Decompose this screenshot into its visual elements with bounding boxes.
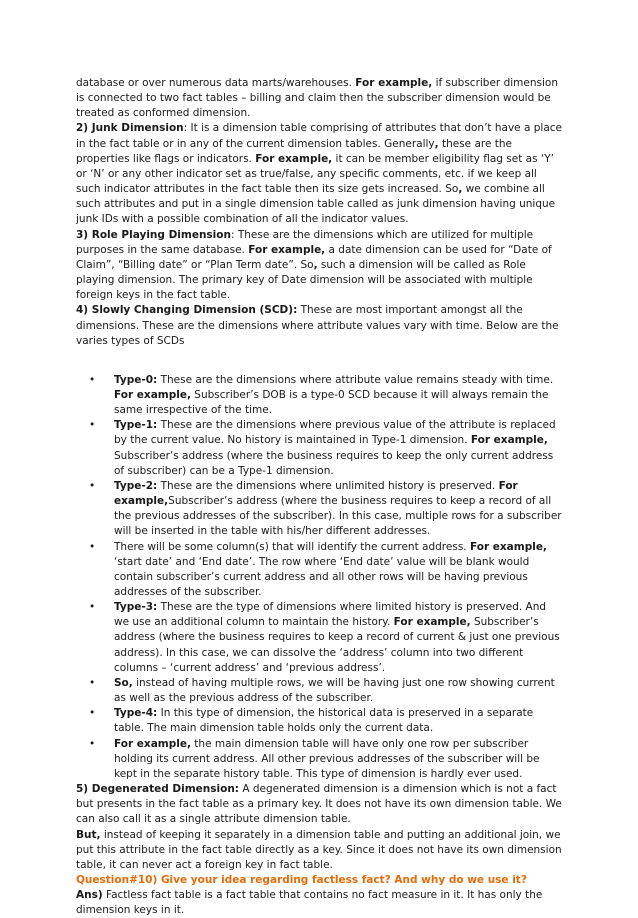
- list-item: • Type-2: These are the dimensions where unlimited history is preserved. For example,Subscriber’s address (where the business requires to keep a record of all the previous addresses of the subscriber). In this case, multiple rows for a subscriber will be inserted in the table with his/her different addresses.: [89, 479, 562, 538]
- document-page: [76, 76, 562, 918]
- conformed-dimension-paragraph: database or over numerous data marts/warehouses. For example, if subscriber dimension is connected to two fact tables – billing and claim then the subscriber dimension would be treated as conformed dimension.: [76, 77, 558, 120]
- list-item: • For example, the main dimension table will have only one row per subscriber holding its current address. All other previous addresses of the subscriber will be kept in the separate history table. This type of dimension is hardly ever used.: [89, 737, 540, 780]
- scd-paragraph: 4) Slowly Changing Dimension (SCD): These are most important amongst all the dimensions. These are the dimensions where attribute values vary with time. Below are the varies types of SCDs: [76, 304, 559, 347]
- list-item: • Type-1: These are the dimensions where previous value of the attribute is replaced by the current value. No history is maintained in Type-1 dimension. For example, Subscriber’s address (where the business requires to keep the only current address of subscriber) can be a Type-1 dimension.: [89, 419, 556, 477]
- scd-heading: 4) Slowly Changing Dimension (SCD):: [76, 304, 298, 317]
- bullet-icon: •: [89, 419, 96, 432]
- list-item: • There will be some column(s) that will identify the current address. For example, ‘start date’ and ‘End date’. The row where ‘End date’ value will be blank would contain subscriber’s current address and all other rows will be having previous addresses of the subscriber.: [89, 540, 547, 598]
- bullet-icon: •: [89, 373, 96, 386]
- junk-dimension-paragraph: 2) Junk Dimension: It is a dimension table comprising of attributes that don’t have a place in the fact table or in any of the current dimension tables. Generally, these are the properties like flags or indicators. For example, it can be member eligibility flag set as ‘Y’ or ‘N’ or any other indicator set as true/false, any specific comments, etc. if we keep all such indicator attributes in the fact table then its size gets increased. So, we combine all such attributes and put in a single dimension table called as junk dimension having unique junk IDs with a possible combination of all the indicator values.: [76, 122, 562, 226]
- list-item: • Type-0: These are the dimensions where attribute value remains steady with time. For example, Subscriber’s DOB is a type-0 SCD because it will always remain the same irrespective of the time.: [89, 373, 554, 417]
- junk-dimension-heading: 2) Junk Dimension: [76, 122, 184, 135]
- list-item: • So, instead of having multiple rows, we will be having just one row showing current as well as the previous address of the subscriber.: [89, 676, 555, 705]
- list-item: • Type-3: These are the type of dimensions where limited history is preserved. And we use an additional column to maintain the history. For example, Subscriber’s address (where the business requires to keep a record of current & just one previous address). In this case, we can dissolve the ‘address’ column into two different columns – ‘current address’ and ‘previous address’.: [89, 601, 560, 674]
- bullet-icon: •: [89, 540, 96, 553]
- degenerated-heading: 5) Degenerated Dimension:: [76, 783, 239, 796]
- bullet-icon: •: [89, 601, 96, 614]
- bullet-icon: •: [89, 707, 96, 720]
- degenerated-dimension-paragraph: 5) Degenerated Dimension: A degenerated dimension is a dimension which is not a fact but presents in the fact table as a primary key. It does not have its own dimension table. We can also call it as a single attribute dimension table.: [76, 783, 562, 826]
- scd-types-list: [76, 373, 562, 782]
- bullet-icon: •: [89, 676, 96, 689]
- answer-paragraph: Ans) Factless fact table is a fact table that contains no fact measure in it. It has only the dimension keys in it.: [76, 889, 543, 917]
- role-playing-dimension-paragraph: 3) Role Playing Dimension: These are the dimensions which are utilized for multiple purposes in the same database. For example, a date dimension can be used for “Date of Claim”, “Billing date” or “Plan Term date”. So, such a dimension will be called as Role playing dimension. The primary key of Date dimension will be associated with multiple foreign keys in the fact table.: [76, 228, 552, 302]
- question-heading: Question#10) Give your idea regarding factless fact? And why do we use it?: [76, 873, 527, 886]
- role-playing-heading: 3) Role Playing Dimension: [76, 228, 231, 241]
- degenerated-dimension-paragraph-2: But, instead of keeping it separately in a dimension table and putting an additional join, we put this attribute in the fact table directly as a key. Since it does not have its own dimension table, it can never act a foreign key in fact table.: [76, 828, 562, 871]
- bullet-icon: •: [89, 737, 96, 750]
- list-item: • Type-4: In this type of dimension, the historical data is preserved in a separate table. The main dimension table holds only the current data.: [89, 707, 534, 735]
- bullet-icon: •: [89, 479, 96, 492]
